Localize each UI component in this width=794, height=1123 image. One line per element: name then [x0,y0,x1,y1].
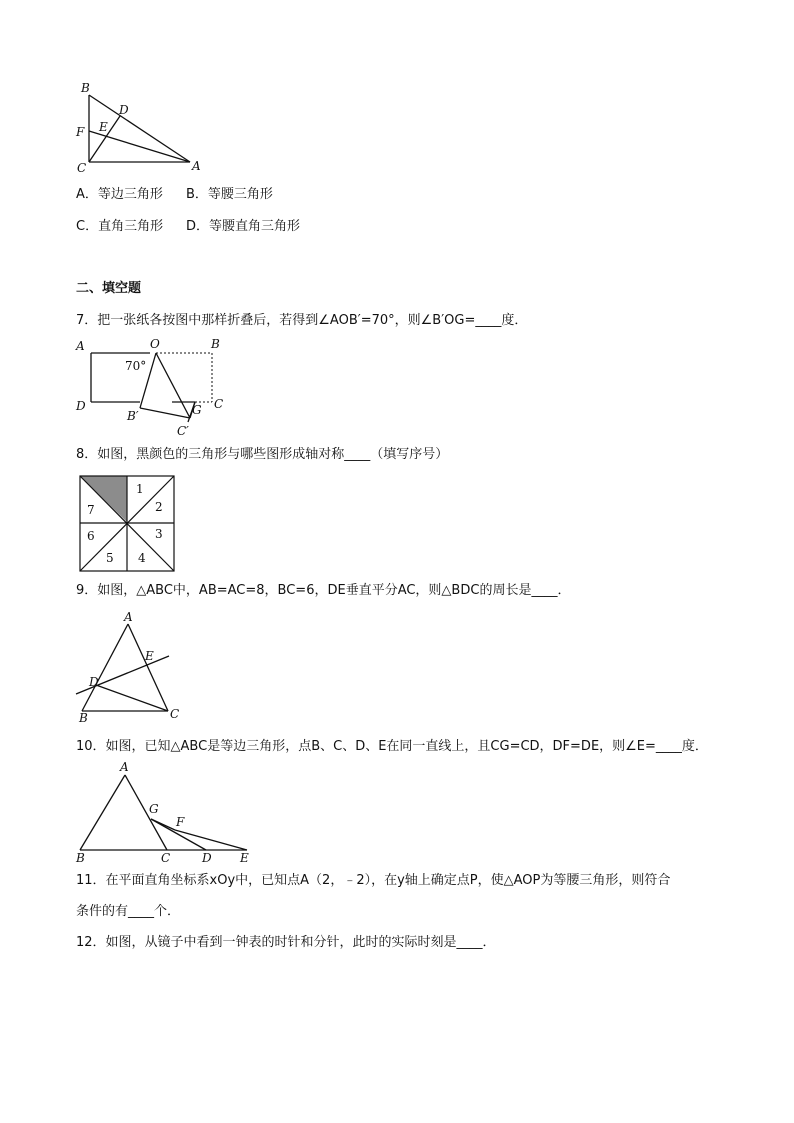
q7-label-b: B [211,337,220,351]
q10-figure [72,762,262,866]
q7-label-d: D [76,399,86,413]
q12-text: 12．如图，从镜子中看到一钟表的时针和分针，此时的实际时刻是____． [76,935,496,950]
q9-figure [72,608,192,724]
q7-figure [72,336,232,440]
q6-label-b: B [81,81,90,95]
q7-label-o: O [150,337,160,351]
section-heading-fill-blank: 二、填空题 [76,281,142,296]
q8-cell-3: 3 [155,527,163,541]
q7-text: 7．把一张纸各按图中那样折叠后，若得到∠AOB′=70°，则∠B′OG=____度． [76,313,528,328]
q6-label-e: E [99,120,108,134]
q9-label-c: C [170,707,180,721]
q10-label-c: C [161,851,171,865]
q10-label-b: B [76,851,85,865]
q10-label-a: A [120,762,129,774]
q6-label-c: C [77,161,87,175]
q7-label-b-prime: B′ [127,409,139,423]
q11-text-line1: 11．在平面直角坐标系xOy中，已知点A（2，﹣2），在y轴上确定点P，使△AOP为等腰三角形，则符合 [76,873,671,888]
q6-option-c: C．直角三角形 [76,219,164,234]
q8-cell-7: 7 [87,503,95,517]
q8-cell-5: 5 [106,551,114,565]
q6-label-f: F [76,125,85,139]
q6-figure [72,78,202,176]
q8-figure [76,474,180,574]
q8-cell-1: 1 [136,482,144,496]
q9-label-a: A [124,610,133,624]
q8-text: 8．如图，黑颜色的三角形与哪些图形成轴对称____（填写序号） [76,447,449,462]
q11-text-line2: 条件的有____个． [76,904,181,919]
q8-cell-2: 2 [155,500,163,514]
q10-label-g: G [149,802,159,816]
q9-label-e: E [145,649,154,663]
q10-label-d: D [202,851,212,865]
q7-label-c-prime: C′ [177,424,189,438]
q7-label-c: C [214,397,224,411]
q8-cell-4: 4 [138,551,146,565]
q10-text: 10．如图，已知△ABC是等边三角形，点B、C、D、E在同一直线上，且CG=CD，DF=DE，则∠E=____度． [76,739,708,754]
q10-label-e: E [240,851,249,865]
q6-option-d: D．等腰直角三角形 [186,219,301,234]
q6-label-a: A [192,159,201,173]
q7-label-a: A [76,339,85,353]
q6-option-a: A．等边三角形 [76,187,163,202]
q9-label-d: D [89,675,99,689]
q8-cell-6: 6 [87,529,95,543]
q9-text: 9．如图，△ABC中，AB=AC=8，BC=6，DE垂直平分AC，则△BDC的周长是____． [76,583,571,598]
q6-label-d: D [119,103,129,117]
q10-label-f: F [176,815,185,829]
q9-label-b: B [79,711,88,724]
q7-angle-label: 70° [125,359,147,373]
q6-option-b: B．等腰三角形 [186,187,273,202]
q7-label-g: G [192,403,202,417]
